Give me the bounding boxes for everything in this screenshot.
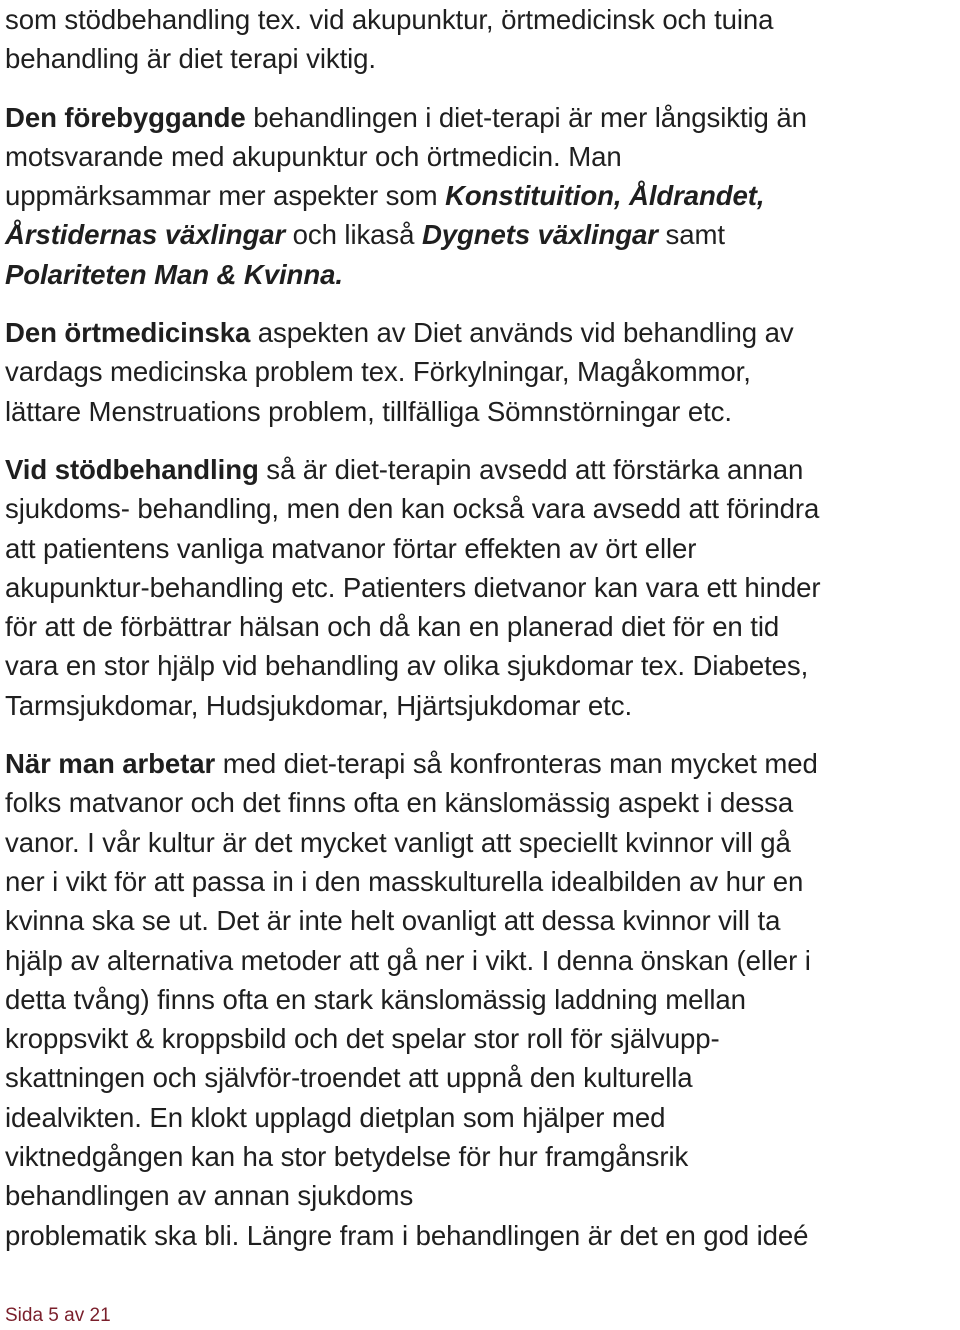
text-line	[5, 1098, 960, 1137]
paragraph	[5, 744, 960, 1255]
text-run: med diet-terapi så konfronteras man mycket med	[215, 748, 818, 780]
text-run: behandlingen i diet-terapi är mer långsiktig än	[245, 101, 807, 133]
text-run: skattningen och självför-troendet att uppnå den kulturella	[5, 1062, 693, 1094]
text-run: folks matvanor och det finns ofta en känslomässig aspekt i dessa	[5, 787, 794, 819]
text-run: vara en stor hjälp vid behandling av olika sjukdomar tex. Diabetes,	[5, 650, 809, 682]
emphasized-text: Dygnets växlingar	[421, 219, 658, 251]
text-line	[5, 1058, 960, 1097]
emphasized-text: När man arbetar	[5, 748, 216, 780]
text-line	[5, 783, 960, 822]
paragraph	[5, 450, 960, 725]
text-line	[5, 529, 960, 568]
text-line	[5, 980, 960, 1019]
text-run: samt	[657, 219, 725, 251]
text-run: problematik ska bli. Längre fram i behandlingen är det en god ideé	[5, 1219, 809, 1251]
text-run: sjukdoms- behandling, men den kan också vara avsedd att förindra	[5, 493, 820, 525]
text-line	[5, 823, 960, 862]
page-number-footer: Sida 5 av 21	[5, 1305, 111, 1326]
text-line	[5, 352, 960, 391]
text-line	[5, 862, 960, 901]
text-run: ner i vikt för att passa in i den masskulturella idealbilden av hur en	[5, 865, 804, 897]
text-line	[5, 215, 960, 254]
text-run: vanor. I vår kultur är det mycket vanligt att speciellt kvinnor vill gå	[5, 826, 791, 858]
text-run: uppmärksammar mer aspekter som	[5, 180, 446, 212]
text-line	[5, 176, 960, 215]
text-line	[5, 941, 960, 980]
text-run: behandlingen av annan sjukdoms	[5, 1180, 414, 1212]
text-line	[5, 607, 960, 646]
text-line	[5, 901, 960, 940]
text-line	[5, 255, 960, 294]
text-run: idealvikten. En klokt upplagd dietplan som hjälper med	[5, 1101, 666, 1133]
text-run: att patientens vanliga matvanor förtar effekten av ört eller	[5, 532, 697, 564]
text-line	[5, 0, 960, 39]
paragraph	[5, 0, 960, 79]
text-line	[5, 137, 960, 176]
text-run: viktnedgången kan ha stor betydelse för hur framgånsrik	[5, 1141, 689, 1173]
text-run: akupunktur-behandling etc. Patienters dietvanor kan vara ett hinder	[5, 571, 821, 603]
text-run: Tarmsjukdomar, Hudsjukdomar, Hjärtsjukdomar etc.	[5, 689, 633, 721]
text-run: hjälp av alternativa metoder att gå ner i vikt. I denna önskan (eller i	[5, 944, 811, 976]
text-line	[5, 98, 960, 137]
text-line	[5, 1176, 960, 1215]
text-run: så är diet-terapin avsedd att förstärka annan	[258, 453, 804, 485]
emphasized-text: Konstituition, Åldrandet,	[445, 180, 765, 212]
paragraph	[5, 98, 960, 294]
text-line	[5, 744, 960, 783]
text-run: aspekten av Diet används vid behandling av	[250, 317, 794, 349]
text-line	[5, 313, 960, 352]
document-body	[5, 0, 960, 1255]
text-run: för att de förbättrar hälsan och då kan en planerad diet för en tid	[5, 611, 780, 643]
text-run: kvinna ska se ut. Det är inte helt ovanligt att dessa kvinnor vill ta	[5, 905, 781, 937]
text-line	[5, 686, 960, 725]
emphasized-text: Årstidernas växlingar	[5, 219, 286, 251]
text-line	[5, 1019, 960, 1058]
emphasized-text: Den förebyggande	[5, 101, 246, 133]
text-line	[5, 1137, 960, 1176]
text-run: behandling är diet terapi viktig.	[5, 43, 376, 75]
emphasized-text: Vid stödbehandling	[5, 453, 259, 485]
text-run: lättare Menstruations problem, tillfälliga Sömnstörningar etc.	[5, 395, 732, 427]
text-run: som stödbehandling tex. vid akupunktur, örtmedicinsk och tuina	[5, 4, 774, 35]
text-line	[5, 1216, 960, 1255]
text-run: kroppsvikt & kroppsbild och det spelar stor roll för självupp-	[5, 1023, 720, 1055]
emphasized-text: Den örtmedicinska	[5, 317, 251, 349]
text-line	[5, 450, 960, 489]
text-line	[5, 489, 960, 528]
text-run: och likaså	[285, 219, 422, 251]
paragraph	[5, 313, 960, 431]
emphasized-text: Polariteten Man & Kvinna.	[5, 258, 343, 290]
text-line	[5, 39, 960, 78]
text-line	[5, 392, 960, 431]
text-line	[5, 646, 960, 685]
text-run: motsvarande med akupunktur och örtmedicin. Man	[5, 140, 622, 172]
text-run: detta tvång) finns ofta en stark känslomässig laddning mellan	[5, 983, 746, 1015]
text-run: vardags medicinska problem tex. Förkylningar, Magåkommor,	[5, 356, 751, 388]
text-line	[5, 568, 960, 607]
